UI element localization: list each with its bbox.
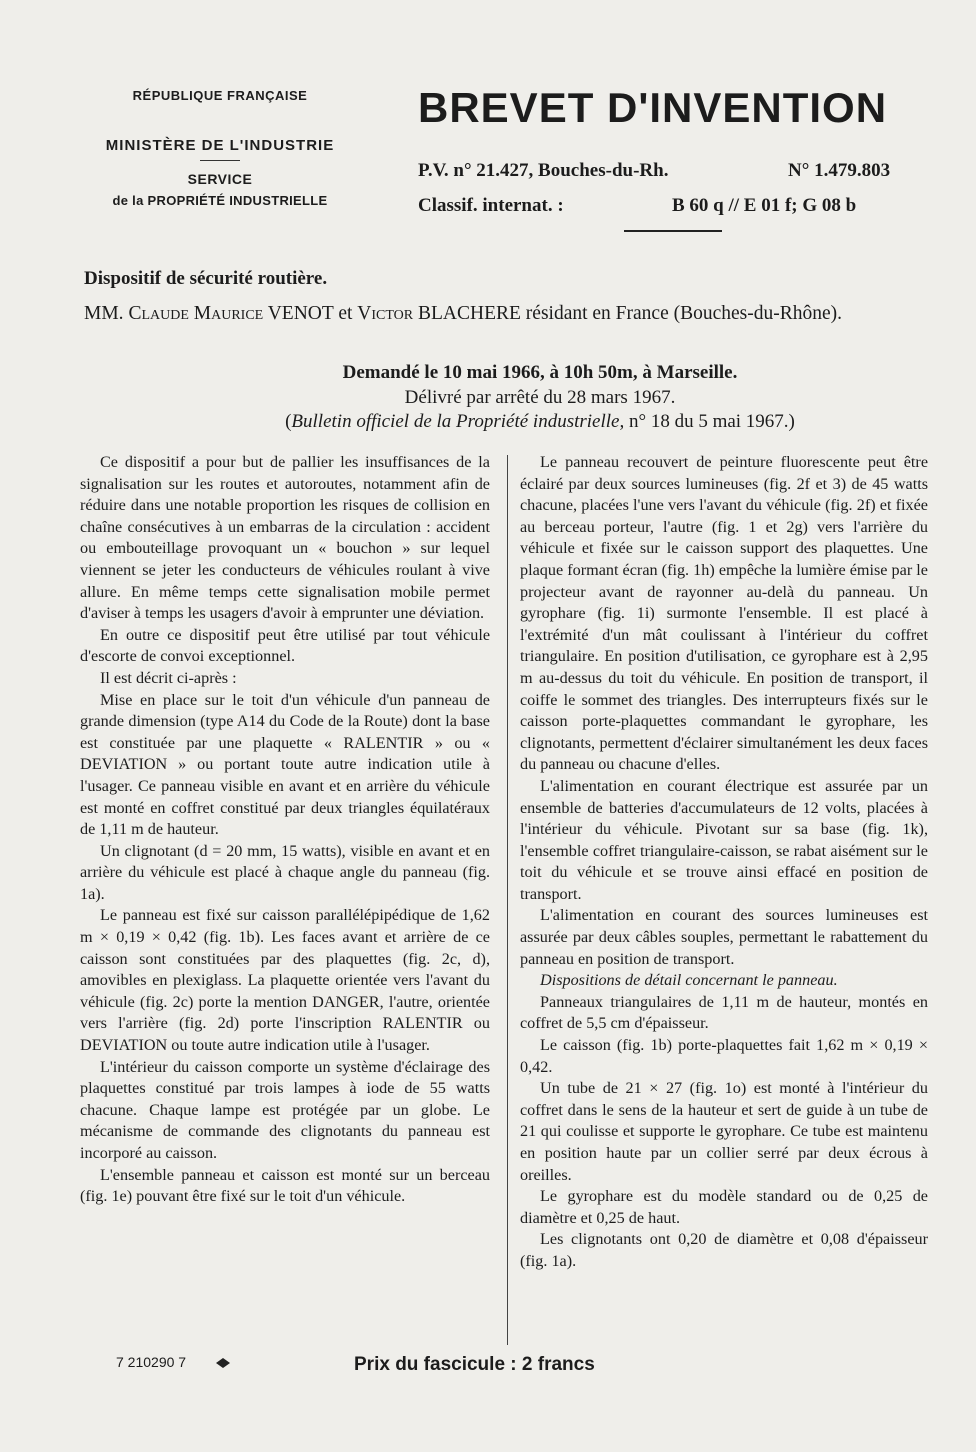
patent-number: N° 1.479.803: [788, 160, 891, 181]
republic-label: RÉPUBLIQUE FRANÇAISE: [132, 88, 308, 103]
paragraph: L'alimentation en courant des sources lumineuses est assurée par deux câbles souples, permettant le rabattement du panneau en position de transport.: [520, 906, 928, 968]
left-column: [80, 452, 490, 1208]
header-rule: [624, 230, 722, 232]
paragraph: L'alimentation en courant électrique est assurée par un ensemble de batteries d'accumulateurs de 12 volts, placées à l'intérieur du véhicule. Pivotant sur sa base (fig. 1k), l'ensemble coffret triangulaire-caisson, se rabat aisément sur le toit du véhicule et se trouve ainsi effacé en position de transport.: [520, 776, 928, 903]
paragraph: En outre ce dispositif peut être utilisé par tout véhicule d'escorte de convoi exceptionnel.: [80, 625, 490, 666]
inventor1-firstname: Claude Maurice: [128, 303, 264, 324]
paragraph: Le gyrophare est du modèle standard ou de 0,25 de diamètre et 0,25 de haut.: [520, 1187, 928, 1227]
paragraph: L'intérieur du caisson comporte un système d'éclairage des plaquettes constitué par trois lampes à iode de 55 watts chacune. Chaque lampe est protégée par un globe. Le mécanisme de commande des clignotants du panneau est incorporé au caisson.: [80, 1057, 490, 1162]
paragraph: Le panneau est fixé sur caisson parallélépipédique de 1,62 m × 0,19 × 0,42 (fig. 1b). Les faces avant et arrière de ce caisson sont constituées par des plaquettes (fig. 2c, d), amovibles en plexiglass. La plaquette orientée vers l'avant du véhicule (fig. 2c) porte la mention DANGER, l'autre, orientée vers l'arrière (fig. 2d) porte l'inscription RALENTIR ou DEVIATION ou toute autre indication utile à l'usager.: [80, 906, 490, 1055]
print-code: 7 210290 7: [116, 1354, 187, 1370]
paragraph: Les clignotants ont 0,20 de diamètre et 0,08 d'épaisseur (fig. 1a).: [520, 1230, 928, 1270]
inventor1-lastname: VENOT et: [263, 303, 358, 324]
price-label: Prix du fascicule : 2 francs: [354, 1354, 595, 1375]
request-date: Demandé le 10 mai 1966, à 10h 50m, à Marseille.: [342, 362, 738, 383]
property-label: de la PROPRIÉTÉ INDUSTRIELLE: [112, 193, 328, 208]
patent-subject: Dispositif de sécurité routière.: [84, 268, 328, 289]
paragraph: Le panneau recouvert de peinture fluorescente peut être éclairé par deux sources lumineuses (fig. 2f et 3) de 45 watts chacune, placées l'une vers l'avant du véhicule (fig. 2f) et fixée au berceau porteur, l'autre (fig. 1 et 2g) vers l'arrière du véhicule et fixée sur le caisson support des plaquettes. Une plaque formant écran (fig. 1h) empêche la lumière émise par le projecteur avant de rayonner au-delà du panneau. Un gyrophare (fig. 1i) surmonte l'ensemble. Il est placé à l'extrémité d'un mât coulissant à l'intérieur du coffret triangulaire. En position d'utilisation, ce gyrophare est à 2,95 m au-dessus du toit du véhicule. En position de transport, il coiffe le sommet des triangles. Des interrupteurs fixés sur le caisson porte-plaquettes commandant le gyrophare, les clignotants, permettent d'éclairer simultanément les deux faces du panneau ou chacune d'elles.: [520, 453, 928, 774]
bulletin-open: (: [285, 411, 292, 432]
divider: [200, 160, 240, 161]
classification-label: Classif. internat. :: [418, 195, 564, 216]
grant-date: Délivré par arrêté du 28 mars 1967.: [404, 387, 676, 408]
paragraph: Un tube de 21 × 27 (fig. 1o) est monté à l'intérieur du coffret dans le sens de la hauteur et sert de guide à un tube de 21 qui coulisse et supporte le gyrophare. Ce tube est maintenu en position haute par un collier serré par deux écrous à oreilles.: [520, 1079, 928, 1184]
bulletin-title: Bulletin officiel de la Propriété industrielle,: [291, 411, 625, 432]
paragraph: Il est décrit ci-après :: [100, 668, 237, 687]
paragraph: Le caisson (fig. 1b) porte-plaquettes fait 1,62 m × 0,19 × 0,42.: [520, 1036, 928, 1076]
diamond-icon: [216, 1356, 230, 1370]
column-divider: [507, 455, 508, 1345]
inventor2-rest: BLACHERE résidant en France (Bouches-du-Rhône).: [413, 303, 843, 324]
inventor2-firstname: Victor: [357, 303, 414, 324]
section-heading: Dispositions de détail concernant le panneau.: [540, 971, 838, 990]
issuer-block: [70, 88, 370, 208]
document-title: BREVET D'INVENTION: [418, 84, 888, 131]
service-label: SERVICE: [187, 171, 253, 187]
ministry-label: MINISTÈRE DE L'INDUSTRIE: [105, 137, 335, 154]
inventors-prefix: MM.: [84, 303, 129, 324]
paragraph: Mise en place sur le toit d'un véhicule d'un panneau de grande dimension (type A14 du Code de la Route) dont la base est constituée par une plaquette « RALENTIR » ou « DEVIATION » ou portant toute autre indication utile à l'usager. Ce panneau visible en avant et en arrière du véhicule est monté en coffret constitué par deux triangles équilatéraux de 1,11 m de hauteur.: [80, 690, 490, 839]
pv-number: P.V. n° 21.427, Bouches-du-Rh.: [418, 160, 669, 181]
right-column: [520, 452, 928, 1273]
paragraph: Un clignotant (d = 20 mm, 15 watts), visible en avant et en arrière du véhicule est placé à chaque angle du panneau (fig. 1a).: [80, 841, 490, 903]
paragraph: L'ensemble panneau et caisson est monté sur un berceau (fig. 1e) pouvant être fixé sur le toit d'un véhicule.: [80, 1165, 490, 1206]
paragraph: Panneaux triangulaires de 1,11 m de hauteur, montés en coffret de 5,5 cm d'épaisseur.: [520, 992, 928, 1033]
bulletin-close: n° 18 du 5 mai 1967.): [624, 411, 795, 432]
classification-code: B 60 q // E 01 f; G 08 b: [672, 195, 857, 216]
inventors-line: [84, 301, 926, 327]
bulletin-reference: [190, 411, 890, 433]
paragraph: Ce dispositif a pour but de pallier les insuffisances de la signalisation sur les routes et autoroutes, notamment afin de réduire dans une notable proportion les risques de collision en chaîne consécutives à un embarras de la circulation : accident ou embouteillage provoquant un « bouchon » sur lequel viennent se jeter les conducteurs de véhicules roulant à vive allure. En même temps cette signalisation mobile permet d'aviser à temps les usagers d'avoir à emprunter une déviation.: [80, 453, 490, 623]
